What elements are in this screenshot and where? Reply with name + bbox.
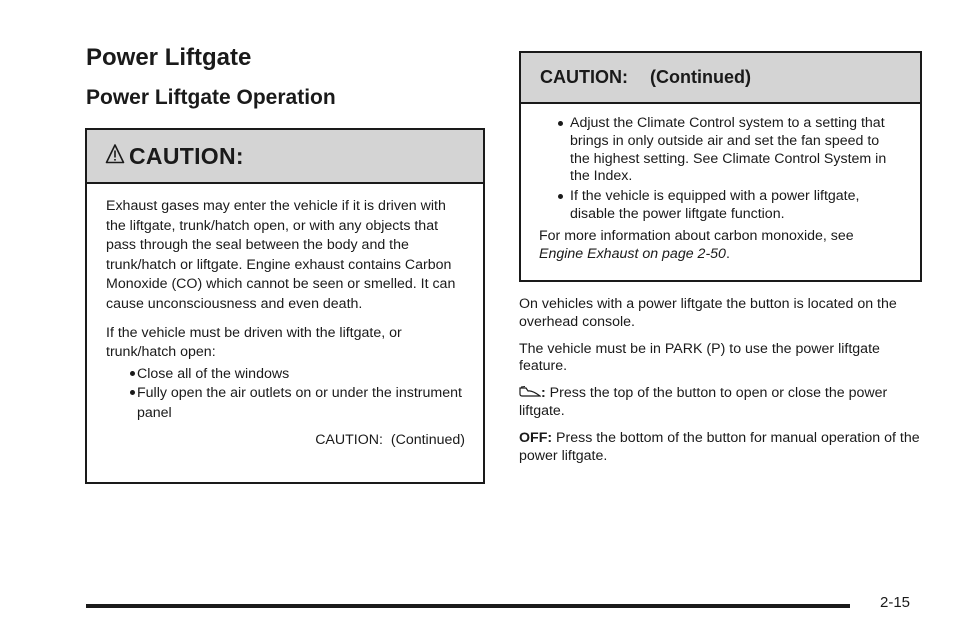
caution-continued-box bbox=[519, 51, 922, 282]
list-item: Fully open the air outlets on or under the instrument panel bbox=[106, 384, 465, 423]
caution-header bbox=[87, 130, 483, 184]
off-paragraph bbox=[519, 430, 929, 466]
liftgate-description: Press the top of the button to open or close the power liftgate. bbox=[519, 385, 888, 419]
liftgate-paragraph bbox=[519, 385, 929, 421]
caution-continued-body bbox=[521, 104, 920, 263]
cross-reference-text: Engine Exhaust on page 2-50 bbox=[539, 245, 726, 262]
off-label: OFF: bbox=[519, 429, 553, 446]
section-title: Power Liftgate Operation bbox=[86, 86, 336, 109]
caution-box bbox=[85, 128, 485, 484]
list-item: Close all of the windows bbox=[106, 365, 465, 385]
warning-triangle-icon bbox=[105, 143, 125, 165]
caution-paragraph: Exhaust gases may enter the vehicle if it is driven with the liftgate, trunk/hatch open, or with any objects that pass through the seal between the body and the trunk/hatch or liftgate. Engine exhaust contains Carbon Monoxide (CO) which cannot be seen or smelled. It can cause unconsciousness and even death. bbox=[106, 198, 456, 312]
page-number: 2-15 bbox=[880, 594, 911, 611]
caution-continued-title: CAUTION: (Continued) bbox=[540, 67, 751, 87]
footer-rule bbox=[86, 604, 850, 608]
caution-bullet-list bbox=[539, 115, 902, 224]
period: . bbox=[725, 245, 730, 262]
off-description: Press the bottom of the button for manual operation of the power liftgate. bbox=[519, 429, 920, 464]
liftgate-icon bbox=[519, 386, 541, 398]
caution-body bbox=[87, 184, 483, 450]
icon-colon: : bbox=[541, 385, 546, 402]
more-info-text: For more information about carbon monoxide, see bbox=[539, 227, 854, 244]
more-info-paragraph bbox=[539, 228, 902, 264]
cross-reference-link[interactable] bbox=[539, 246, 902, 264]
paragraph: The vehicle must be in PARK (P) to use the power liftgate feature. bbox=[519, 340, 880, 375]
caution-bullet-list bbox=[106, 365, 465, 424]
caution-continued-header bbox=[521, 53, 920, 104]
paragraph: On vehicles with a power liftgate the button is located on the overhead console. bbox=[519, 296, 897, 330]
list-item: Adjust the Climate Control system to a setting that brings in only outside air and set the fan speed to the highest setting. See Climate Control System in the Index. bbox=[539, 115, 902, 186]
body-text bbox=[519, 296, 929, 474]
caution-continued-note: CAUTION: (Continued) bbox=[315, 431, 465, 448]
caution-paragraph: If the vehicle must be driven with the liftgate, or trunk/hatch open: bbox=[106, 324, 402, 361]
page-title: Power Liftgate bbox=[86, 44, 252, 71]
caution-title: CAUTION: bbox=[129, 142, 244, 169]
list-item: If the vehicle is equipped with a power liftgate, disable the power liftgate function. bbox=[539, 188, 902, 224]
